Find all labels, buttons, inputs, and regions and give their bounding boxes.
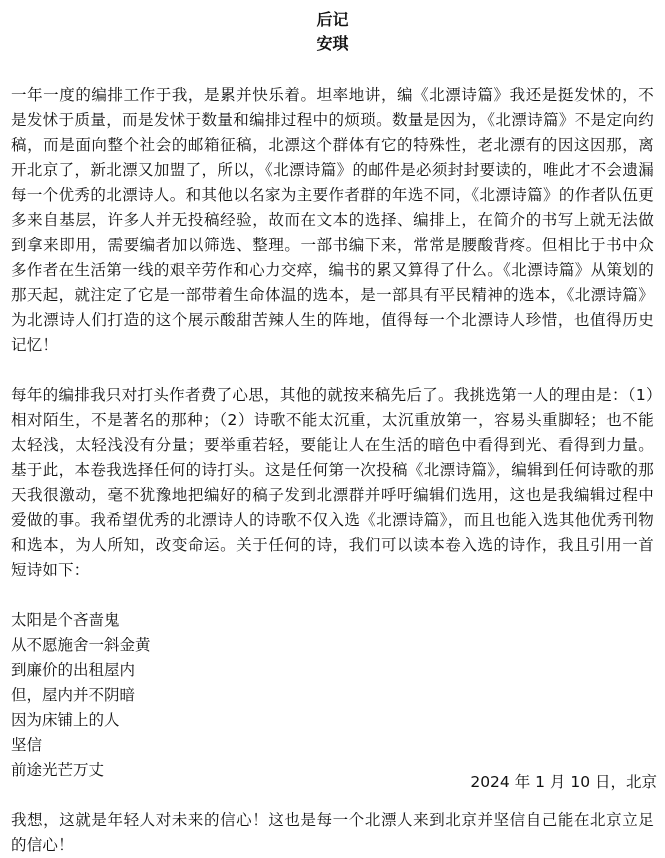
closing-paragraph: 我想，这就是年轻人对未来的信心！这也是每一个北漂人来到北京并坚信自己能在北京立足的信心！: [11, 811, 654, 854]
poem-line: 太阳是个吝啬鬼: [11, 611, 120, 629]
paragraph-2: 每年的编排我只对打头作者费了心思，其他的就按来稿先后了。我挑选第一人的理由是：（1）相对陌生，不是著名的那种；（2）诗歌不能太沉重，太沉重放第一，容易头重脚轻；也不能太轻浅，太轻浅没有分量；要举重若轻，要能让人在生活的暗色中看得到光、看得到力量。基于此，本卷我选择任何的诗打头。这是任何第一次投稿《北漂诗篇》，编辑到任何诗歌的那天我很激动，毫不犹豫地把编好的稿子发到北漂群并呼吁编辑们选用，这也是我编辑过程中爱做的事。我希望优秀的北漂诗人的诗歌不仅入选《北漂诗篇》，而且也能入选其他优秀刊物和选本，为人所知，改变命运。关于任何的诗，我们可以读本卷入选的诗作，我且引用一首短诗如下：: [11, 386, 654, 579]
poem-line: 从不愿施舍一斜金黄: [11, 636, 151, 654]
poem-line: 到廉价的出租屋内: [11, 661, 136, 679]
signature-date: 2024 年 1 月 10 日，北京: [470, 773, 657, 791]
author-name: 安琪: [316, 34, 349, 53]
poem-block: [11, 608, 654, 783]
poem-line: 因为床铺上的人: [11, 711, 120, 729]
page-title: 后记: [316, 10, 349, 29]
paragraph-1: 一年一度的编排工作于我，是累并快乐着。坦率地讲，编《北漂诗篇》我还是挺发怵的，不是发怵于质量，而是发怵于数量和编排过程中的烦琐。数量是因为，《北漂诗篇》不是定向约稿，而是面向整个社会的邮箱征稿，北漂这个群体有它的特殊性，老北漂有的因这因那，离开北京了，新北漂又加盟了，所以，《北漂诗篇》的邮件是必须封封要读的，唯此才不会遗漏每一个优秀的北漂诗人。和其他以名家为主要作者群的年选不同，《北漂诗篇》的作者队伍更多来自基层，许多人并无投稿经验，故而在文本的选择、编排上，在简介的书写上就无法做到拿来即用，需要编者加以筛选、整理。一部书编下来，常常是腰酸背疼。但相比于书中众多作者在生活第一线的艰辛劳作和心力交瘁，编书的累又算得了什么。《北漂诗篇》从策划的那天起，就注定了它是一部带着生命体温的选本，是一部具有平民精神的选本，《北漂诗篇》为北漂诗人们打造的这个展示酸甜苦辣人生的阵地，值得每一个北漂诗人珍惜，也值得历史记忆！: [11, 86, 654, 354]
poem-line: 坚信: [11, 736, 43, 754]
poem-line: 但，屋内并不阴暗: [11, 686, 136, 704]
poem-line: 前途光芒万丈: [11, 761, 105, 779]
